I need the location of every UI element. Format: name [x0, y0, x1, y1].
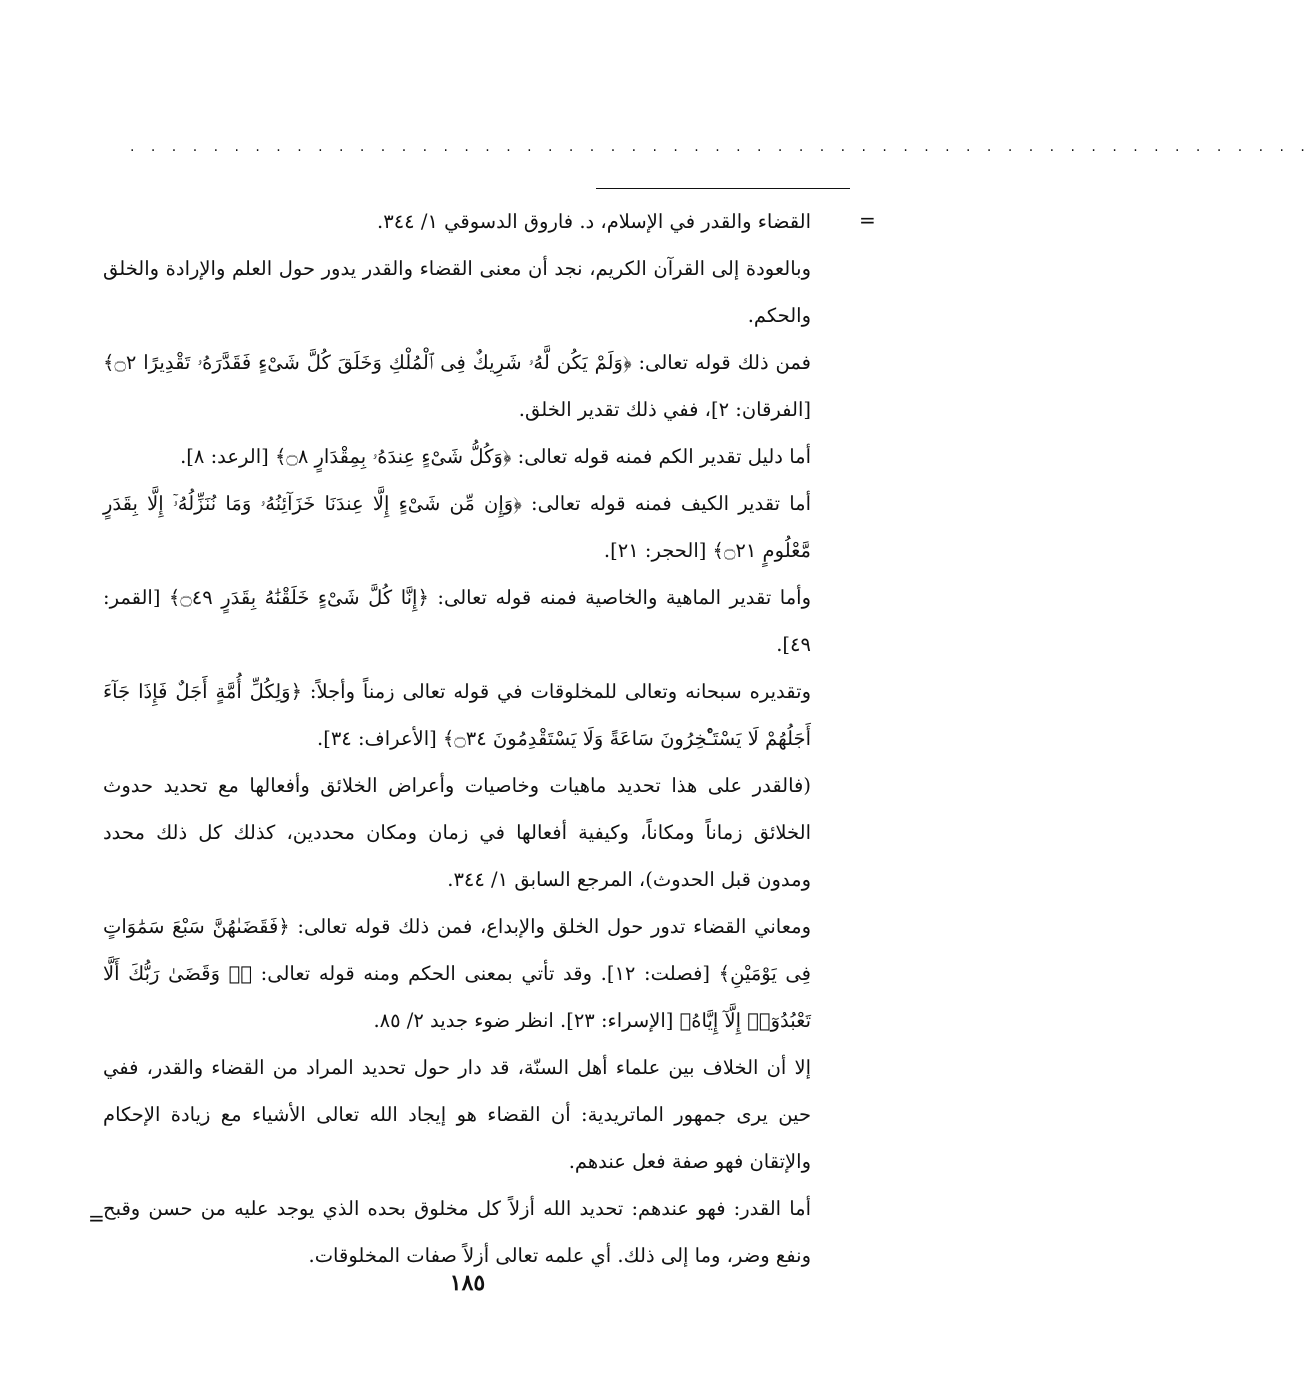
footnote-paragraph: أما دليل تقدير الكم فمنه قوله تعالى: ﴿وَكُلُّ شَىْءٍ عِندَهُۥ بِمِقْدَارٍ ۝٨﴾ [الرعد: ٨]. — [180, 445, 811, 468]
footnote-paragraph: وتقديره سبحانه وتعالى للمخلوقات في قوله تعالى زمناً وأجلاً: ﴿وَلِكُلِّ أُمَّةٍ أَجَلٌ فَإِذَا جَآءَ أَجَلُهُمْ لَا يَسْتَـْٔخِرُونَ سَاعَةً وَلَا يَسْتَقْدِمُونَ ۝٣٤﴾ [الأعراف: ٣٤]. — [103, 680, 811, 750]
footnote-paragraph: القضاء والقدر في الإسلام، د. فاروق الدسوقي ١/ ٣٤٤. — [377, 210, 811, 233]
footnote-continuation-mark-top: = — [859, 208, 876, 232]
footnote-paragraph: (فالقدر على هذا تحديد ماهيات وخاصيات وأعراض الخلائق وأفعالها مع تحديد حدوث الخلائق زماناً ومكاناً، وكيفية أفعالها في زمان ومكان محددين، كذلك كل ذلك محدد ومدون قبل الحدوث)، المرجع السابق ١/ ٣٤٤. — [103, 774, 811, 891]
footnote-paragraph: وبالعودة إلى القرآن الكريم، نجد أن معنى القضاء والقدر يدور حول العلم والإرادة والخلق والحكم. — [103, 257, 811, 327]
footnote-paragraph: فمن ذلك قوله تعالى: ﴿وَلَمْ يَكُن لَّهُۥ شَرِيكٌ فِى ٱلْمُلْكِ وَخَلَقَ كُلَّ شَىْءٍ فَقَدَّرَهُۥ تَقْدِيرًا ۝٢﴾ [الفرقان: ٢]، ففي ذلك تقدير الخلق. — [103, 351, 811, 421]
footnote-paragraph: إلا أن الخلاف بين علماء أهل السنّة، قد دار حول تحديد المراد من القضاء والقدر، ففي حين يرى جمهور الماتريدية: أن القضاء هو إيجاد الله تعالى الأشياء مع زيادة الإحكام والإتقان فهو صفة فعل عندهم. — [103, 1056, 811, 1173]
footnote-paragraph: أما تقدير الكيف فمنه قوله تعالى: ﴿وَإِن مِّن شَىْءٍ إِلَّا عِندَنَا خَزَآئِنُهُۥ وَمَا نُنَزِّلُهُۥٓ إِلَّا بِقَدَرٍ مَّعْلُومٍ ۝٢١﴾ [الحجر: ٢١]. — [103, 492, 811, 562]
page-number: ١٨٥ — [449, 1270, 486, 1296]
footnote-rule — [596, 188, 850, 189]
footnote-continuation-mark-bottom: = — [88, 1206, 105, 1230]
header-dotted-separator: . . . . . . . . . . . . . . . . . . . . . . . . . . . . . . . . . . . . . . . . . . . . . . . . . . . . . . . . . — [130, 139, 1311, 155]
footnote-paragraph: أما القدر: فهو عندهم: تحديد الله أزلاً كل مخلوق بحده الذي يوجد عليه من حسن وقبح ونفع وضر، وما إلى ذلك. أي علمه تعالى أزلاً صفات المخلوقات. — [103, 1197, 811, 1267]
footnote-text-block — [103, 198, 811, 1279]
footnote-paragraph: وأما تقدير الماهية والخاصية فمنه قوله تعالى: ﴿إِنَّا كُلَّ شَىْءٍ خَلَقْنَٰهُ بِقَدَرٍ ۝٤٩﴾ [القمر: ٤٩]. — [103, 586, 811, 656]
footnote-paragraph: ومعاني القضاء تدور حول الخلق والإبداع، فمن ذلك قوله تعالى: ﴿فَقَضَىٰهُنَّ سَبْعَ سَمَٰوَاتٍ فِى يَوْمَيْنِ﴾ [فصلت: ١٢]. وقد تأتي بمعنى الحكم ومنه قوله تعالى: ﴿۞ وَقَضَىٰ رَبُّكَ أَلَّا تَعْبُدُوٓا۟ إِلَّآ إِيَّاهُ﴾ [الإسراء: ٢٣]. انظر ضوء جديد ٢/ ٨٥. — [103, 915, 811, 1032]
